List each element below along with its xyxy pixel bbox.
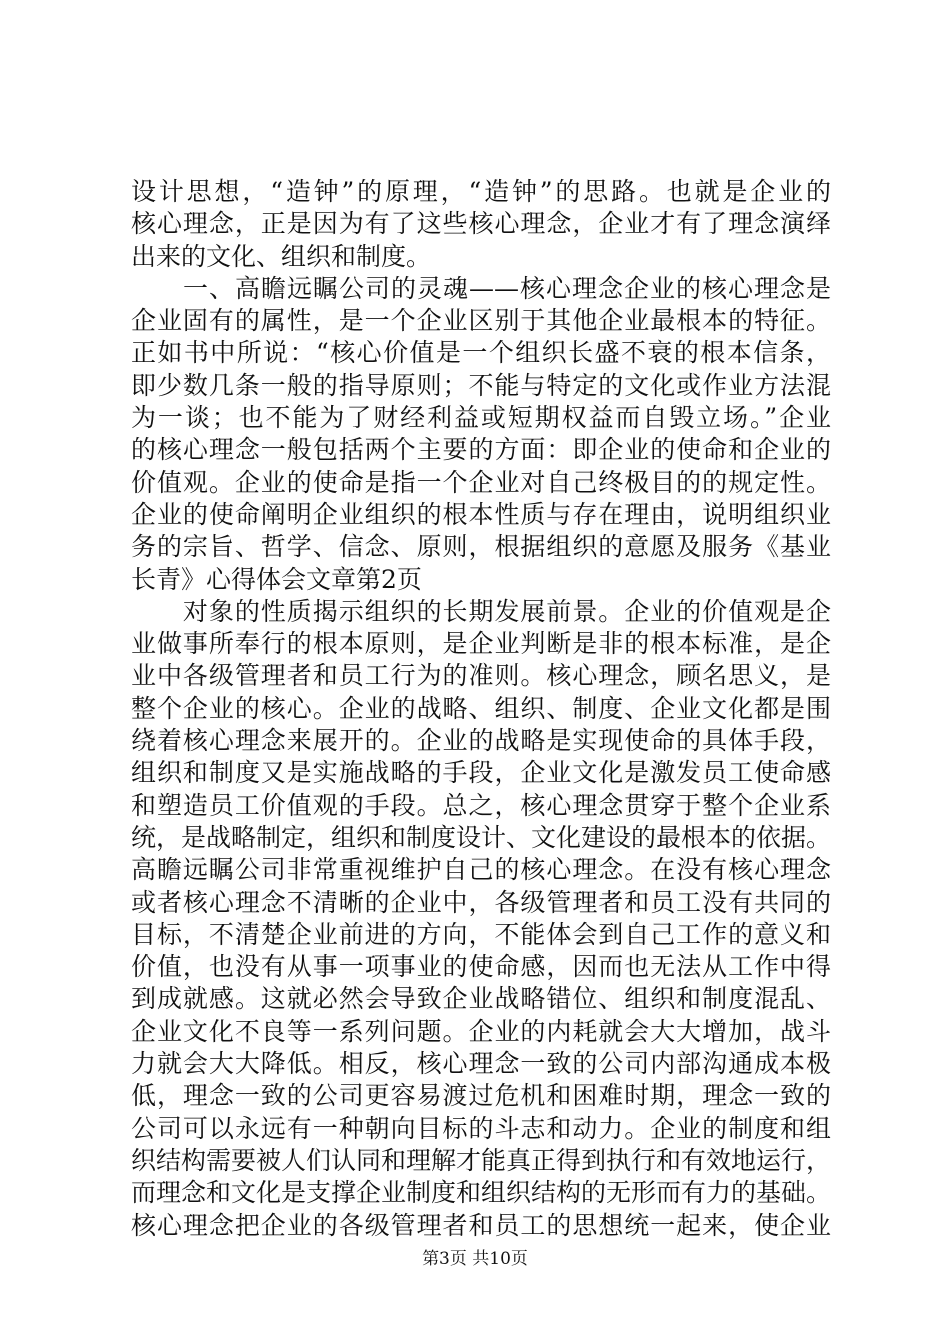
text-line: 一、高瞻远瞩公司的灵魂——核心理念企业的核心理念是 [131,273,831,303]
text-line: 价值，也没有从事一项事业的使命感，因而也无法从工作中得 [131,952,831,982]
text-line: 核心理念把企业的各级管理者和员工的思想统一起来，使企业 [131,1210,831,1240]
text-line: 正如书中所说：“核心价值是一个组织长盛不衰的根本信条， [131,338,831,368]
text-line: 目标，不清楚企业前进的方向，不能体会到自己工作的意义和 [131,919,831,949]
text-line: 价值观。企业的使命是指一个企业对自己终极目的的规定性。 [131,467,831,497]
text-line: 组织和制度又是实施战略的手段，企业文化是激发员工使命感 [131,758,831,788]
text-line: 公司可以永远有一种朝向目标的斗志和动力。企业的制度和组 [131,1113,831,1143]
body-text [131,176,831,1242]
page-footer: 第3页 共10页 [422,1249,528,1269]
text-line: 企业的使命阐明企业组织的根本性质与存在理由，说明组织业 [131,499,831,529]
text-line: 企业文化不良等一系列问题。企业的内耗就会大大增加，战斗 [131,1016,831,1046]
text-line: 长青》心得体会文章第2页 [131,564,422,594]
text-line: 或者核心理念不清晰的企业中，各级管理者和员工没有共同的 [131,887,831,917]
text-line: 低，理念一致的公司更容易渡过危机和困难时期，理念一致的 [131,1081,831,1111]
text-line: 力就会大大降低。相反，核心理念一致的公司内部沟通成本极 [131,1049,831,1079]
text-line: 到成就感。这就必然会导致企业战略错位、组织和制度混乱、 [131,984,831,1014]
text-line: 为一谈；也不能为了财经利益或短期权益而自毁立场。”企业 [131,403,831,433]
text-line: 业中各级管理者和员工行为的准则。核心理念，顾名思义，是 [131,661,831,691]
text-line: 绕着核心理念来展开的。企业的战略是实现使命的具体手段， [131,726,831,756]
text-line: 高瞻远瞩公司非常重视维护自己的核心理念。在没有核心理念 [131,855,831,885]
text-line: 织结构需要被人们认同和理解才能真正得到执行和有效地运行， [131,1145,832,1175]
text-line: 的核心理念一般包括两个主要的方面：即企业的使命和企业的 [131,435,831,465]
text-line: 企业固有的属性，是一个企业区别于其他企业最根本的特征。 [131,306,831,336]
text-line: 出来的文化、组织和制度。 [131,241,432,271]
text-line: 核心理念，正是因为有了这些核心理念，企业才有了理念演绎 [131,209,831,239]
text-line: 而理念和文化是支撑企业制度和组织结构的无形而有力的基础。 [131,1178,832,1208]
text-line: 即少数几条一般的指导原则；不能与特定的文化或作业方法混 [131,370,831,400]
text-line: 对象的性质揭示组织的长期发展前景。企业的价值观是企 [131,596,831,626]
text-line: 整个企业的核心。企业的战略、组织、制度、企业文化都是围 [131,693,831,723]
text-line: 统，是战略制定，组织和制度设计、文化建设的最根本的依据。 [131,822,832,852]
text-line: 务的宗旨、哲学、信念、原则，根据组织的意愿及服务《基业 [131,532,831,562]
text-line: 和塑造员工价值观的手段。总之，核心理念贯穿于整个企业系 [131,790,831,820]
text-line: 业做事所奉行的根本原则，是企业判断是非的根本标准，是企 [131,629,831,659]
text-line: 设计思想，“造钟”的原理，“造钟”的思路。也就是企业的 [131,177,831,206]
